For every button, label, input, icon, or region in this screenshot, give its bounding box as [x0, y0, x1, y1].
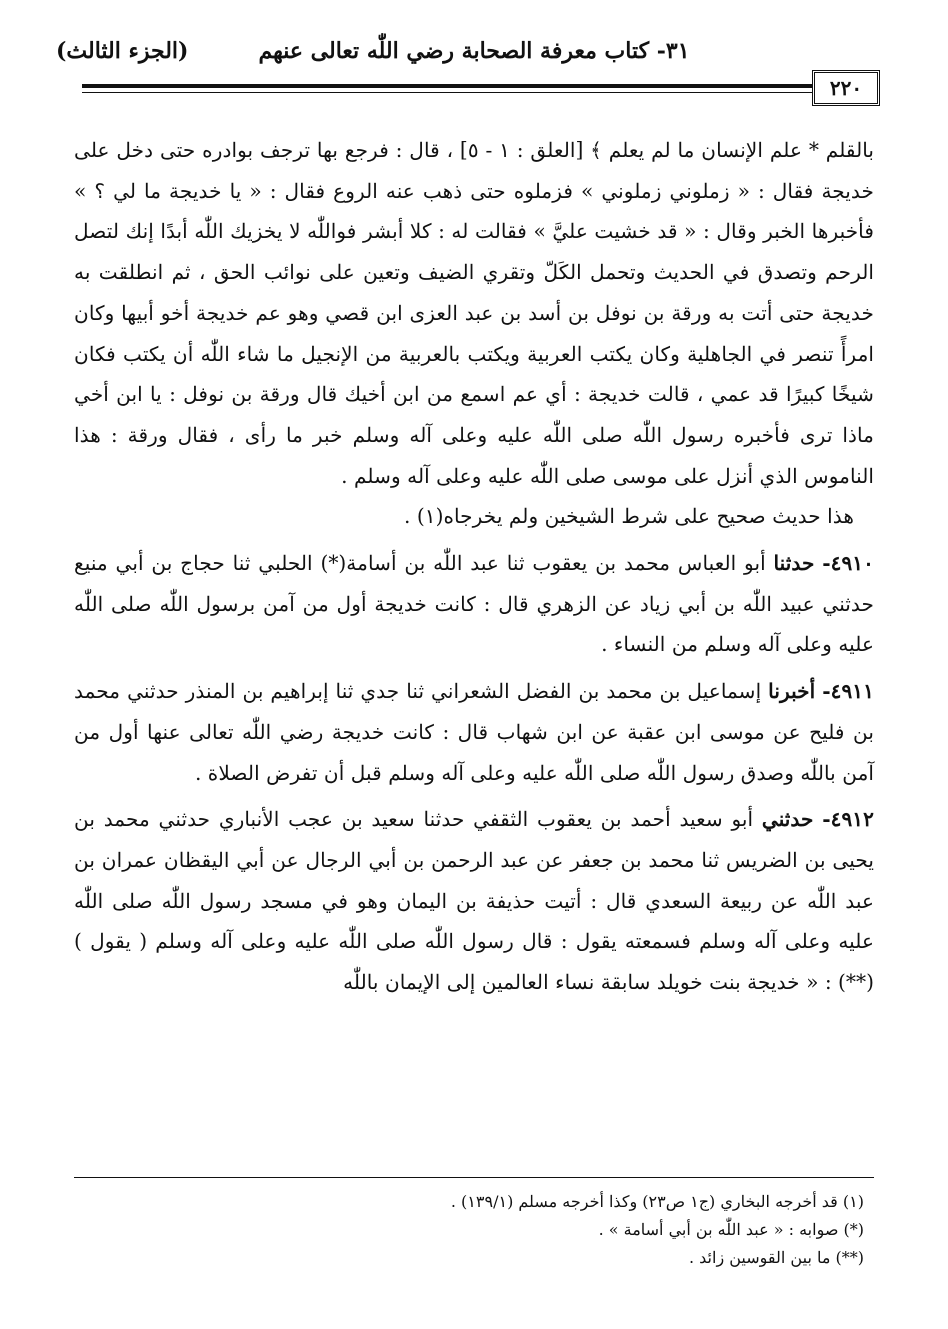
page-header [56, 38, 892, 78]
paragraph-verdict: هذا حديث صحيح على شرط الشيخين ولم يخرجاه(١) . [404, 504, 854, 529]
hadith-lead: حدثنا [773, 551, 815, 576]
paragraph: بالقلم * علم الإنسان ما لم يعلم ﴾ [العلق : ١ - ٥] ، قال : فرجع بها ترجف بوادره حتى دخل على خديجة فقال : « زملوني زملوني » فزملوه حتى ذهب عنه الروع فقال : « يا خديجة ما لي ؟ » فأخبرها الخبر وقال : « قد خشيت عليَّ » فقالت له : كلا أبشر فواللّٰه لا يخزيك اللّٰه أبدًا إنك لتصل الرحم وتصدق في الحديث وتحمل الكَلّ وتقري الضيف وتعين على نوائب الحق ، ثم انطلقت به خديجة حتى أتت به ورقة بن نوفل بن أسد بن عبد العزى ابن قصي وهو عم خديجة أخو أبيها وكان امرأً تنصر في الجاهلية وكان يكتب العربية ويكتب بالعربية من الإنجيل ما شاء اللّٰه أن يكتب فكان شيخًا كبيرًا قد عمي ، قالت خديجة : أي عم اسمع من ابن أخيك قال ورقة بن نوفل : يا ابن أخي ماذا ترى فأخبره رسول اللّٰه صلى اللّٰه عليه وعلى آله وسلم خبر ما رأى ، فقال ورقة : هذا الناموس الذي أنزل على موسى صلى اللّٰه عليه وعلى آله وسلم . [74, 138, 875, 488]
hadith-4912 [74, 799, 874, 1003]
footnote-2: (*) صوابه : « عبد اللّٰه بن أبي أسامة » . [598, 1220, 864, 1239]
footnote-3: (**) ما بين القوسين زائد . [688, 1248, 864, 1267]
hadith-number: ٤٩١٠- [822, 551, 874, 576]
hadith-lead: حدثني [761, 807, 814, 832]
footnotes [74, 1188, 864, 1272]
footnote-1: (١) قد أخرجه البخاري (ج١ ص٢٣) وكذا أخرجه مسلم (١٣٩/١) . [450, 1192, 864, 1211]
volume-label: (الجزء الثالث) [56, 38, 189, 64]
main-text [74, 130, 874, 1003]
hadith-number: ٤٩١٢- [822, 807, 874, 832]
chapter-title: ٣١- كتاب معرفة الصحابة رضي اللّٰه تعالى عنهم [258, 38, 690, 64]
hadith-4910 [74, 543, 874, 665]
header-rule [82, 84, 880, 88]
page-number: ٢٢٠ [812, 70, 880, 106]
footnote-rule [74, 1177, 874, 1178]
hadith-text: أبو سعيد أحمد بن يعقوب الثقفي حدثنا سعيد بن عجب الأنباري حدثني محمد بن يحيى بن الضريس ثنا محمد بن جعفر عن عبد الرحمن بن أبي الرجال عن أبي اليقظان عمران بن عبد اللّٰه عن ربيعة السعدي قال : أتيت حذيفة بن اليمان وهو في مسجد رسول اللّٰه صلى اللّٰه عليه وعلى آله وسلم فسمعته يقول : قال رسول اللّٰه صلى اللّٰه عليه وعلى آله وسلم ( يقول )(**) : « خديجة بنت خويلد سابقة نساء العالمين إلى الإيمان باللّٰه [74, 807, 874, 995]
hadith-text: إسماعيل بن محمد بن الفضل الشعراني ثنا جدي ثنا إبراهيم بن المنذر حدثني محمد بن فليح عن موسى ابن عقبة عن ابن شهاب قال : كانت خديجة رضي اللّٰه تعالى عنها أول من آمن باللّٰه وصدق رسول اللّٰه صلى اللّٰه عليه وعلى آله وسلم قبل أن تفرض الصلاة . [74, 679, 874, 785]
header-rule-thin [82, 92, 880, 93]
hadith-number: ٤٩١١- [822, 679, 874, 704]
hadith-text: أبو العباس محمد بن يعقوب ثنا عبد اللّٰه بن أسامة(*) الحلبي ثنا حجاج بن أبي منيع حدثني عبيد اللّٰه بن أبي زياد عن الزهري قال : كانت خديجة أول من آمن برسول اللّٰه صلى اللّٰه عليه وعلى آله وسلم من النساء . [74, 551, 874, 657]
hadith-4911 [74, 671, 874, 793]
hadith-lead: أخبرنا [768, 679, 816, 704]
